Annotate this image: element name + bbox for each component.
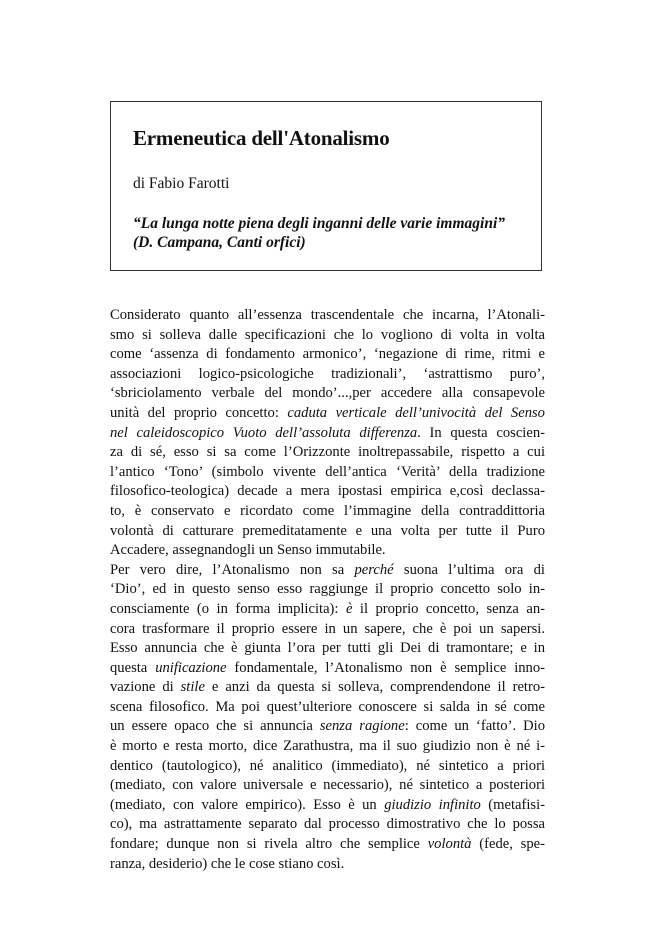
italic-text-segment: senza ragione <box>319 718 405 735</box>
text-line <box>110 600 545 620</box>
text-line <box>110 737 545 757</box>
text-segment: ranza, desiderio) che le cose stiano così. <box>110 855 345 872</box>
text-line <box>110 855 545 875</box>
author-byline: di Fabio Farotti <box>133 175 230 192</box>
text-line <box>110 757 545 777</box>
text-segment: unità del proprio concetto: <box>110 404 288 421</box>
text-segment: il proprio concetto, senza an- <box>352 600 545 617</box>
text-line <box>110 482 545 502</box>
text-segment: (fede, spe- <box>471 836 545 853</box>
text-line <box>110 424 545 444</box>
text-segment: volontà di catturare premeditatamente e una volta per tutte il Puro <box>110 522 545 539</box>
text-segment: fondare; dunque non si rivela altro che semplice <box>110 836 428 853</box>
text-segment: ‘Dio’, ed in questo senso esso raggiunge il proprio concetto solo in- <box>110 581 545 598</box>
text-line <box>110 620 545 640</box>
text-segment: suona l’ultima ora di <box>393 561 545 578</box>
italic-text-segment: perché <box>354 561 394 578</box>
text-segment: (mediato, con valore universale e necessario), né sintetico a posteriori <box>110 777 545 794</box>
text-line <box>110 404 545 424</box>
text-line <box>110 580 545 600</box>
text-segment: co), ma astrattamente separato dal processo dimostrativo che lo possa <box>110 816 545 833</box>
text-segment: Esso annuncia che è giunta l’ora per tutti gli Dei di tramontare; e in <box>110 640 545 657</box>
epigraph-source: (D. Campana, Canti orfici) <box>133 234 306 251</box>
text-line <box>110 659 545 679</box>
text-line <box>110 698 545 718</box>
text-segment: to, è conservato e ricordato come l’immagine della contraddittoria <box>110 502 545 519</box>
text-segment: come ‘assenza di fondamento armonico’, ‘negazione di rime, ritmi e <box>110 346 545 363</box>
text-segment: cora trasformare il proprio essere in un sapere, che è poi un sapersi. <box>110 620 545 637</box>
text-segment: ‘sbriciolamento verbale del mondo’...,per accedere alla consapevole <box>110 385 545 402</box>
text-line <box>110 541 545 561</box>
text-segment: filosofico-teologica) decade a mera ipostasi empirica e,così declassa- <box>110 483 545 500</box>
text-segment: vazione di <box>110 679 181 696</box>
text-segment: Considerato quanto all’essenza trascendentale che incarna, l’Atonali- <box>110 307 545 323</box>
text-line <box>110 717 545 737</box>
text-segment: dentico (tautologico), né analitico (immediato), né sintetico a priori <box>110 757 545 774</box>
text-line <box>110 835 545 855</box>
text-segment: : come un ‘fatto’. Dio <box>404 718 545 735</box>
text-line <box>110 306 545 326</box>
text-segment: è morto e resta morto, dice Zarathustra, ma il suo giudizio non è né i- <box>110 738 545 755</box>
text-segment: (metafisi- <box>480 796 546 813</box>
article-title: Ermeneutica dell'Atonalismo <box>133 126 390 150</box>
text-line <box>110 815 545 835</box>
text-segment: scena filosofico. Ma poi quest’ulteriore conoscere si salda in sé come <box>110 698 545 715</box>
text-line <box>110 384 545 404</box>
text-segment: l’antico ‘Tono’ (simbolo vivente dell’antica ‘Verità’ della tradizione <box>110 463 545 480</box>
text-line <box>110 463 545 483</box>
italic-text-segment: giudizio infinito <box>384 796 481 813</box>
text-line <box>110 561 545 581</box>
text-line <box>110 522 545 542</box>
text-segment: un essere opaco che si annuncia <box>110 718 320 735</box>
text-line <box>110 326 545 346</box>
text-line <box>110 639 545 659</box>
italic-text-segment: è <box>345 600 353 617</box>
text-segment: Per vero dire, l’Atonalismo non sa <box>110 561 355 578</box>
text-segment: Accadere, assegnandogli un Senso immutabile. <box>110 542 386 559</box>
text-line <box>110 502 545 522</box>
italic-text-segment: stile <box>180 679 205 696</box>
article-body <box>110 306 545 874</box>
text-segment: consciamente (o in forma implicita): <box>110 600 346 617</box>
epigraph-quote: “La lunga notte piena degli inganni delle varie immagini” <box>133 215 506 232</box>
epigraph <box>133 214 505 252</box>
text-line <box>110 678 545 698</box>
text-segment: e anzi da questa si solleva, comprendendone il retro- <box>204 679 545 696</box>
text-line <box>110 796 545 816</box>
article-header-box <box>110 101 542 271</box>
italic-text-segment: unificazione <box>155 659 227 676</box>
italic-text-segment: volontà <box>427 836 472 853</box>
text-segment: . In questa coscien- <box>417 424 545 441</box>
italic-text-segment: caduta verticale dell’univocità del Senso <box>287 404 545 421</box>
text-line <box>110 365 545 385</box>
text-segment: questa <box>110 659 156 676</box>
text-segment: smo si solleva dalle specificazioni che lo vogliono di volta in volta <box>110 326 545 343</box>
italic-text-segment: nel caleidoscopico Vuoto dell’assoluta differenza <box>110 424 418 441</box>
text-segment: fondamentale, l’Atonalismo non è semplice inno- <box>226 659 546 676</box>
text-segment: za di sé, esso si sa come l’Orizzonte inoltrepassabile, rispetto a cui <box>110 444 545 461</box>
text-line <box>110 776 545 796</box>
text-segment: (mediato, con valore empirico). Esso è un <box>110 796 385 813</box>
text-line <box>110 443 545 463</box>
text-segment: associazioni logico-psicologiche tradizionali’, ‘astrattismo puro’, <box>110 365 545 382</box>
text-line <box>110 345 545 365</box>
